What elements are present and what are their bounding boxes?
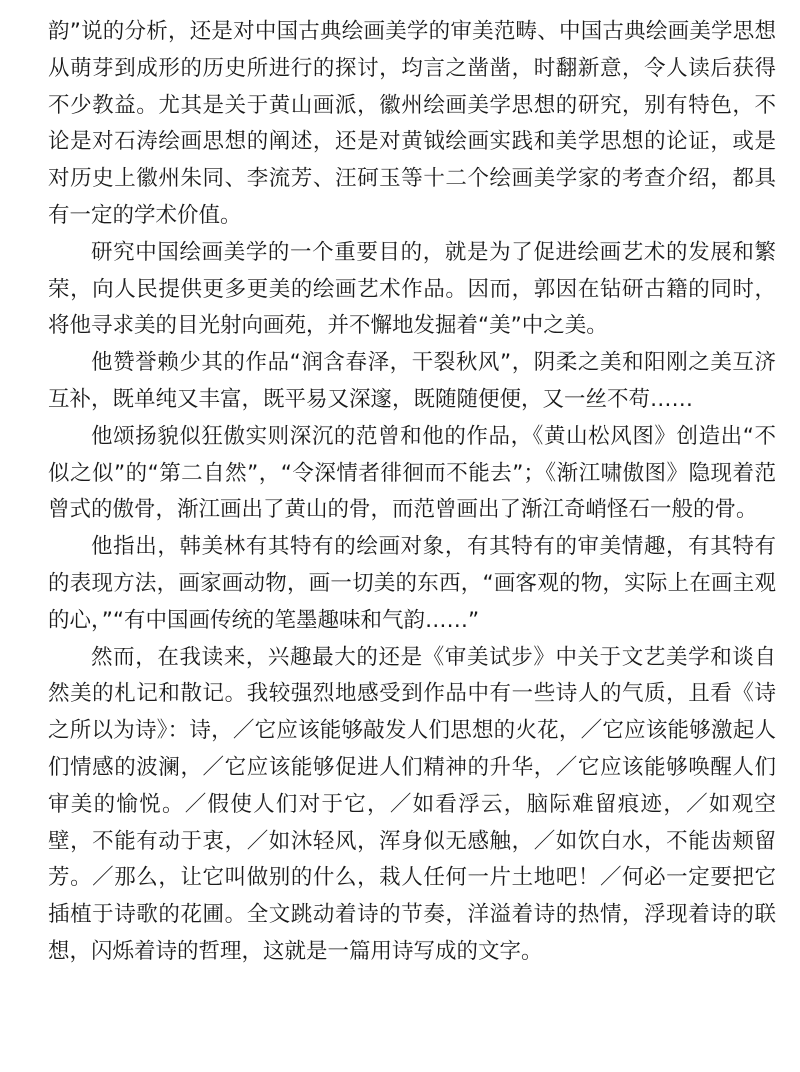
paragraph-3: 他赞誉赖少其的作品“润含春泽，干裂秋风”，阴柔之美和阳刚之美互济互补，既单纯又丰富，既平易又深邃，既随随便便，又一丝不苟…… [48,350,776,412]
paragraph-1: 韵”说的分析，还是对中国古典绘画美学的审美范畴、中国古典绘画美学思想从萌芽到成形的历史所进行的探讨，均言之凿凿，时翻新意，令人读后获得不少教益。尤其是关于黄山画派，徽州绘画美学思想的研究，别有特色，不论是对石涛绘画思想的阐述，还是对黄钺绘画实践和美学思想的论证，或是对历史上徽州朱同、李流芳、汪砢玉等十二个绘画美学家的考查介绍，都具有一定的学术价值。 [48,19,776,228]
paragraph-4: 他颂扬貌似狂傲实则深沉的范曾和他的作品，《黄山松风图》创造出“不似之似”的“第二自然”，“令深情者徘徊而不能去”；《渐江啸傲图》隐现着范曾式的傲骨，渐江画出了黄山的骨，而范曾画出了渐江奇峭怪石一般的骨。 [48,423,776,523]
paragraph-5: 他指出，韩美林有其特有的绘画对象，有其特有的审美情趣，有其特有的表现方法，画家画动物，画一切美的东西，“画客观的物，实际上在画主观的心，”“有中国画传统的笔墨趣味和气韵……” [48,534,776,633]
paragraph-6: 然而，在我读来，兴趣最大的还是《审美试步》中关于文艺美学和谈自然美的札记和散记。我较强烈地感受到作品中有一些诗人的气质，且看《诗之所以为诗》：诗，／它应该能够敲发人们思想的火花，／它应该能够激起人们情感的波澜，／它应该能够促进人们精神的升华，／它应该能够唤醒人们审美的愉悦。／假使人们对于它，／如看浮云，脑际难留痕迹，／如观空壁，不能有动于衷，／如沐轻风，浑身似无感触，／如饮白水，不能齿颊留芳。／那么，让它叫做别的什么，栽人任何一片土地吧！／何必一定要把它插植于诗歌的花圃。全文跳动着诗的节奏，洋溢着诗的热情，浮现着诗的联想，闪烁着诗的哲理，这就是一篇用诗写成的文字。 [48,644,776,964]
document-page [48,14,776,971]
paragraph-2: 研究中国绘画美学的一个重要目的，就是为了促进绘画艺术的发展和繁荣，向人民提供更多更美的绘画艺术作品。因而，郭因在钻研古籍的同时，将他寻求美的目光射向画苑，并不懈地发掘着“美”中之美。 [48,239,776,339]
